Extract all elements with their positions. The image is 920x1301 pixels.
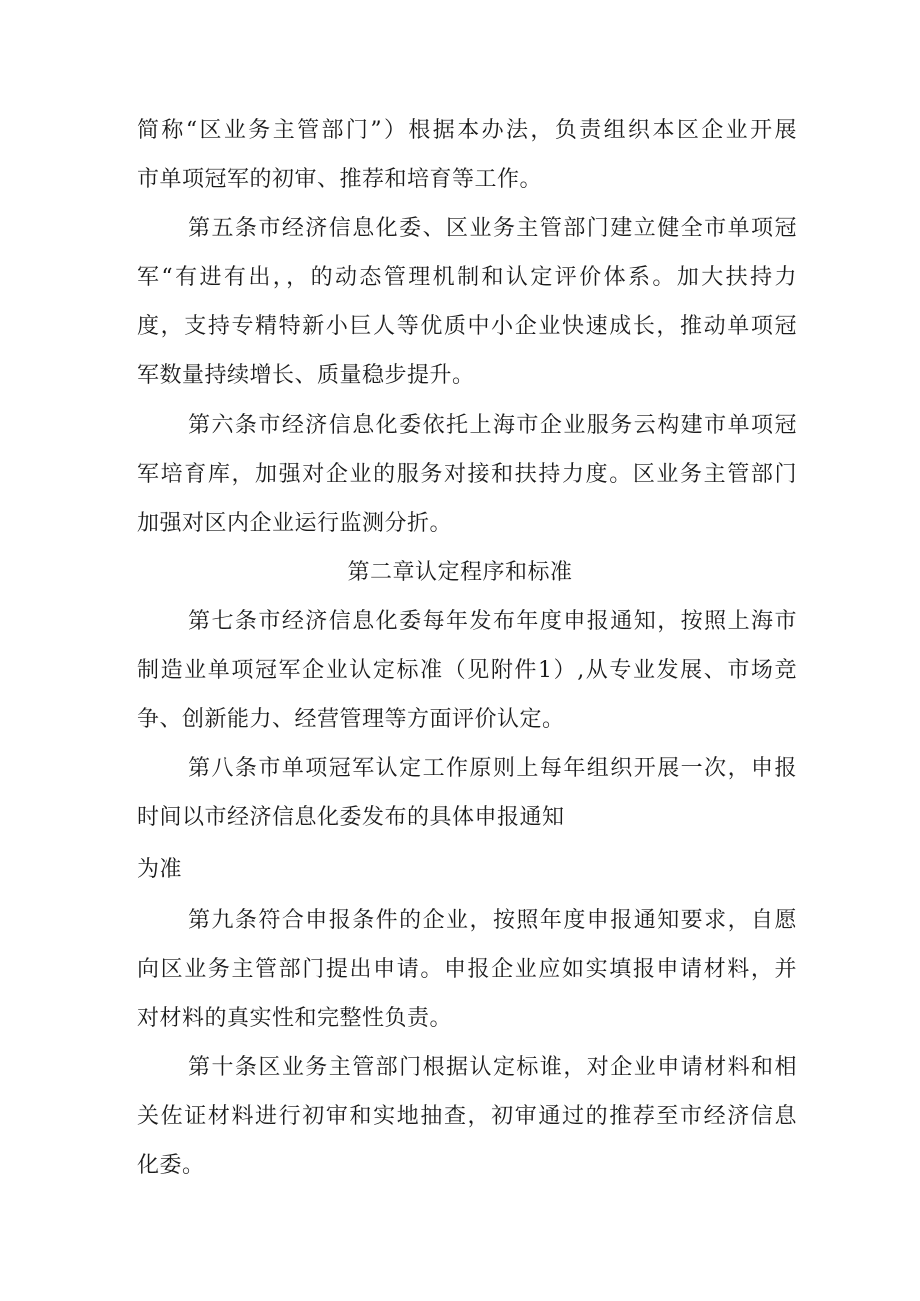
text-line: 市单项冠军的初审、推荐和培育等工作。	[137, 167, 543, 192]
text-line: 加强对区内企业运行监测分折。	[137, 511, 453, 536]
text-line: 第十条区业务主管部门根据认定标谁，对企业申请材料和相	[188, 1055, 797, 1080]
text-line: 军“有进有出，，的动态管理机制和认定评价体系。加大扶持力	[137, 265, 797, 290]
text-line: 时间以市经济信息化委发布的具体申报通知	[137, 805, 565, 830]
text-line: 第六条市经济信息化委依托上海市企业服务云构建市单项冠	[188, 413, 797, 438]
text-line: 化委。	[137, 1153, 205, 1178]
text-line: 军数量持续增长、质量稳步提升。	[137, 363, 475, 388]
text-line: 向区业务主管部门提出申请。申报企业应如实填报申请材料，并	[137, 957, 797, 982]
text-line: 争、创新能力、经营管理等方面评价认定。	[137, 707, 565, 732]
text-line: 军培育库，加强对企业的服务对接和扶持力度。区业务主管部门	[137, 462, 797, 487]
text-line: 第八条市单项冠军认定工作原则上每年组织开展一次，申报	[188, 756, 797, 781]
text-line: 对材料的真实性和完整性负责。	[137, 1006, 453, 1031]
text-line: 度，支持专精特新小巨人等优质中小企业快速成长，推动单项冠	[137, 314, 797, 339]
text-line: 第七条市经济信息化委每年发布年度申报通知，按照上海市	[188, 609, 797, 634]
text-line: 关佐证材料进行初审和实地抽查，初审通过的推荐至市经济信息	[137, 1104, 797, 1129]
chapter-heading: 第二章认定程序和标准	[347, 560, 573, 585]
text-line: 简称“区业务主管部门”）根据本办法，负责组织本区企业开展	[137, 118, 797, 143]
text-line: 第九条符合申报条件的企业，按照年度申报通知要求，自愿	[188, 908, 797, 933]
text-line: 为准	[137, 857, 183, 882]
text-line: 制造业单项冠军企业认定标准（见附件1）,从专业发展、市场竞	[137, 658, 797, 683]
text-line: 第五条市经济信息化委、区业务主管部门建立健全市单项冠	[188, 216, 797, 241]
